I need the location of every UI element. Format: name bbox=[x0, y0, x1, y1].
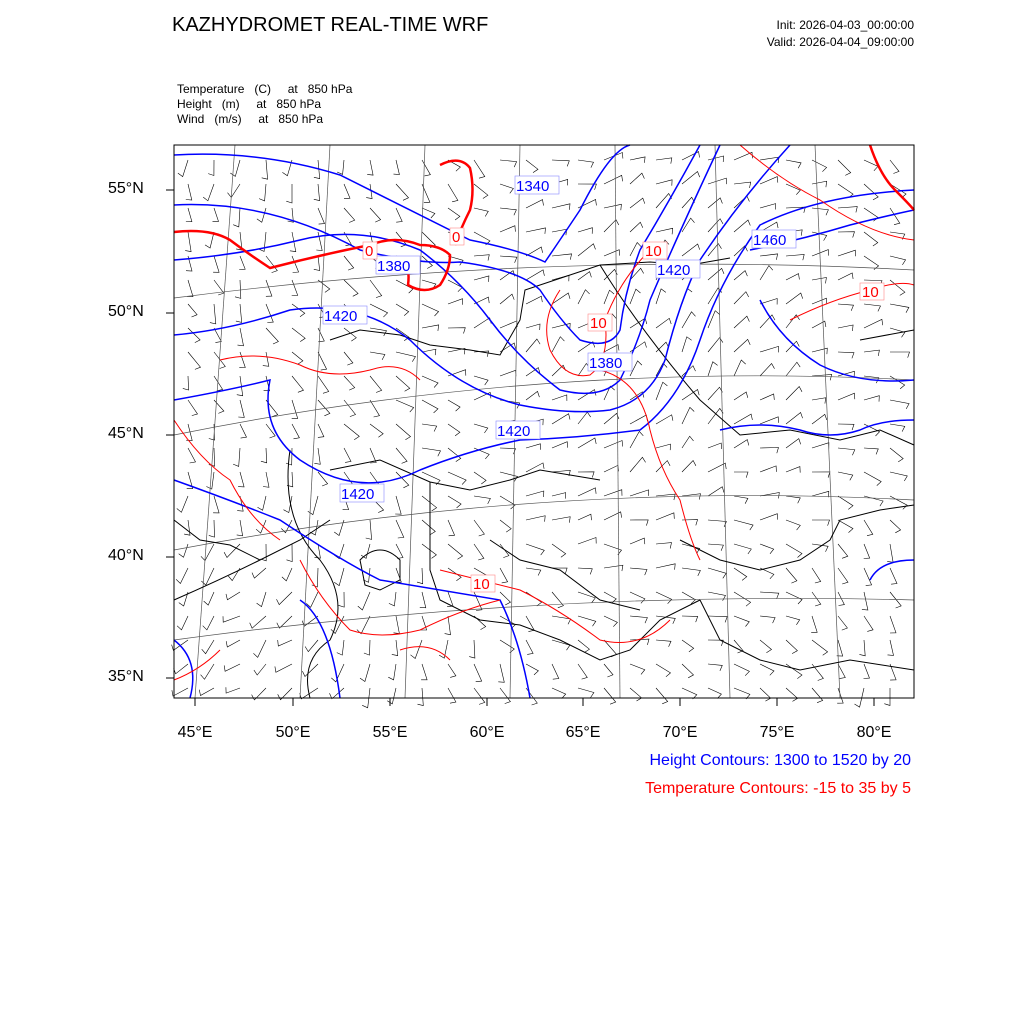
lon-label: 65°E bbox=[565, 724, 601, 741]
field-wind: Wind (m/s) at 850 hPa bbox=[177, 112, 324, 126]
height-legend: Height Contours: 1300 to 1520 by 20 bbox=[649, 752, 911, 769]
lon-label: 50°E bbox=[275, 724, 311, 741]
lon-label: 70°E bbox=[662, 724, 698, 741]
field-height: Height (m) at 850 hPa bbox=[177, 97, 322, 111]
temperature-legend: Temperature Contours: -15 to 35 by 5 bbox=[645, 780, 911, 797]
height-label: 1420 bbox=[657, 262, 691, 279]
temperature-label: 10 bbox=[473, 576, 490, 593]
lon-label: 55°E bbox=[372, 724, 408, 741]
height-label: 1420 bbox=[341, 486, 375, 503]
temperature-label: 10 bbox=[645, 243, 662, 260]
temperature-label: 0 bbox=[365, 243, 374, 260]
height-label: 1460 bbox=[753, 232, 787, 249]
lon-label: 45°E bbox=[177, 724, 213, 741]
map-title: KAZHYDROMET REAL-TIME WRF bbox=[172, 14, 489, 36]
lat-label: 50°N bbox=[108, 303, 144, 320]
lat-label: 35°N bbox=[108, 668, 144, 685]
temperature-label: 0 bbox=[452, 229, 461, 246]
lon-label: 75°E bbox=[759, 724, 795, 741]
height-label: 1420 bbox=[497, 423, 531, 440]
lon-label: 80°E bbox=[856, 724, 892, 741]
field-temperature: Temperature (C) at 850 hPa bbox=[177, 82, 353, 96]
lon-label: 60°E bbox=[469, 724, 505, 741]
temperature-label: 10 bbox=[862, 284, 879, 301]
lat-label: 40°N bbox=[108, 547, 144, 564]
height-label: 1420 bbox=[324, 308, 358, 325]
valid-time: Valid: 2026-04-04_09:00:00 bbox=[766, 35, 914, 49]
temperature-label: 10 bbox=[590, 315, 607, 332]
height-label: 1380 bbox=[589, 355, 623, 372]
lat-label: 55°N bbox=[108, 180, 144, 197]
init-time: Init: 2026-04-03_00:00:00 bbox=[776, 18, 914, 32]
lat-label: 45°N bbox=[108, 425, 144, 442]
height-label: 1380 bbox=[377, 258, 411, 275]
height-label: 1340 bbox=[516, 178, 550, 195]
